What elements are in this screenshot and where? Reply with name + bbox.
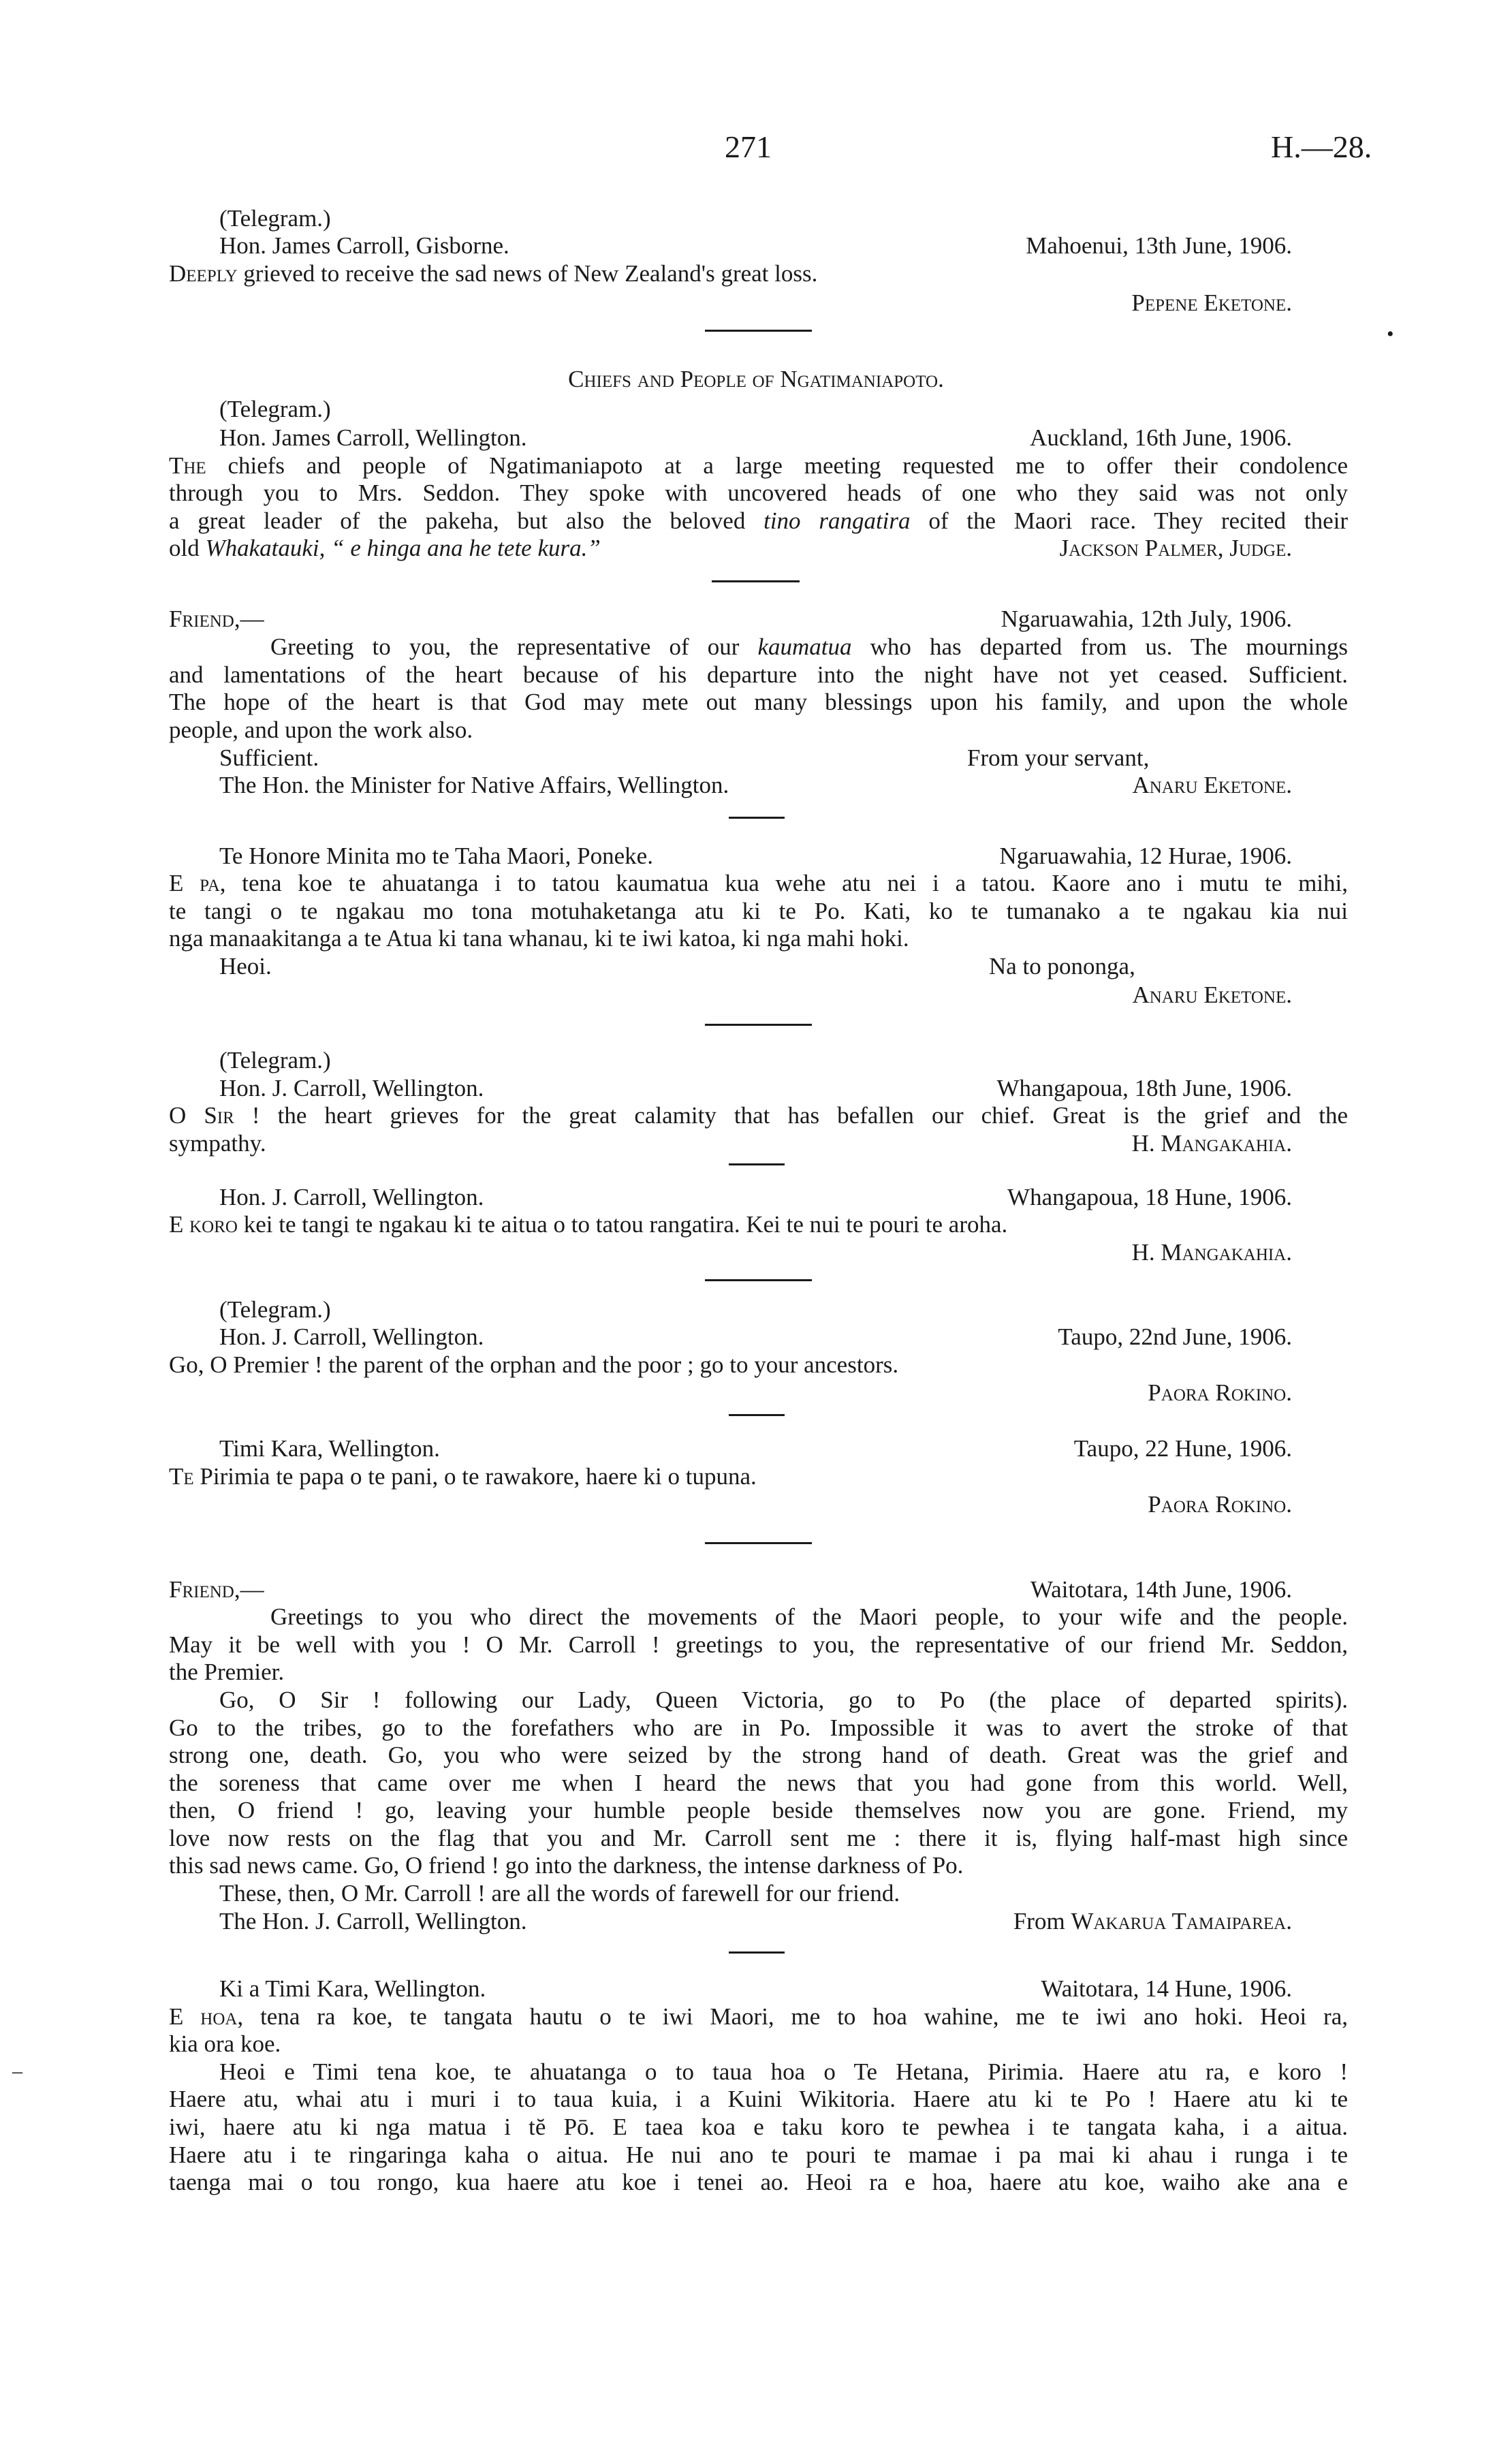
addressee: Timi Kara, Wellington. (219, 1435, 440, 1462)
message-line: love now rests on the flag that you and Mr. Carroll sent me : there it is, flying half-mast high since (169, 1825, 1348, 1851)
message-line: These, then, O Mr. Carroll ! are all the words of farewell for our friend. (219, 1880, 900, 1907)
telegram-label: (Telegram.) (219, 1047, 331, 1073)
signature: Paora Rokino. (1148, 1379, 1292, 1406)
page-number: 271 (725, 129, 772, 164)
message-line: E pa, tena koe te ahuatanga i to tatou kaumatua kua wehe atu nei i a tatou. Kaore ano i mutu te mihi, (169, 870, 1348, 896)
addressee: Ki a Timi Kara, Wellington. (219, 1975, 486, 2002)
scan-mark: • (1387, 323, 1394, 345)
message-line: sympathy. (169, 1130, 266, 1157)
message-line: and lamentations of the heart because of his departure into the night have not yet ceased. Sufficient. (169, 661, 1348, 688)
addressee: Hon. J. Carroll, Wellington. (219, 1075, 484, 1101)
message-line: strong one, death. Go, you who were seized by the strong hand of death. Great was the grief and (169, 1742, 1348, 1768)
message-line: then, O friend ! go, leaving your humble people beside themselves now you are gone. Friend, my (169, 1797, 1348, 1823)
separator-rule (729, 1414, 785, 1416)
signature: H. Mangakahia. (1131, 1130, 1292, 1157)
place-date: Mahoenui, 13th June, 1906. (1026, 232, 1292, 259)
section-heading: Chiefs and People of Ngatimaniapoto. (568, 366, 944, 392)
message-line: Go, O Premier ! the parent of the orphan and the poor ; go to your ancestors. (169, 1351, 899, 1378)
message-line: people, and upon the work also. (169, 717, 473, 743)
signature-line: From Wakarua Tamaiparea. (1013, 1908, 1292, 1934)
opening-word: E koro (169, 1211, 238, 1238)
place-date: Ngaruawahia, 12th July, 1906. (1001, 606, 1292, 632)
message-line: through you to Mrs. Seddon. They spoke with uncovered heads of one who they said was not only (169, 480, 1348, 506)
message-line: iwi, haere atu ki nga matua i tĕ Pō. E taea koa e taku koro te pewhea i te tangata kaha, i a aitua. (169, 2114, 1348, 2140)
message-line: kia ora koe. (169, 2031, 281, 2057)
document-reference: H.—28. (1271, 129, 1372, 164)
closing-right: From your servant, (967, 744, 1150, 771)
scan-mark: – (12, 2060, 22, 2082)
separator-rule (705, 330, 812, 332)
separator-rule (705, 1279, 812, 1281)
separator-rule (705, 1024, 812, 1026)
signature: H. Mangakahia. (1131, 1239, 1292, 1266)
telegram-label: (Telegram.) (219, 396, 331, 422)
addressee: Te Honore Minita mo te Taha Maori, Poneke. (219, 843, 653, 869)
message-line: Greeting to you, the representative of our kaumatua who has departed from us. The mournings (270, 633, 1349, 660)
message-line: The chiefs and people of Ngatimaniapoto at a large meeting requested me to offer their condolence (169, 452, 1348, 479)
separator-rule (705, 1542, 812, 1544)
separator-rule (712, 580, 800, 582)
place-date: Whangapoua, 18 Hune, 1906. (1007, 1184, 1292, 1210)
addressee: Hon. James Carroll, Gisborne. (219, 232, 509, 259)
signature: Pepene Eketone. (1131, 289, 1292, 316)
message-line: Go to the tribes, go to the forefathers who are in Po. Impossible it was to avert the stroke of that (169, 1714, 1348, 1741)
opening-word: The (169, 452, 206, 479)
signature: Anaru Eketone. (1132, 772, 1292, 798)
signature: Anaru Eketone. (1132, 982, 1292, 1008)
message-line: taenga mai o tou rongo, kua haere atu koe i tenei ao. Heoi ra e hoa, haere atu koe, waiho ake ana e (169, 2169, 1348, 2195)
message-line: E hoa, tena ra koe, te tangata hautu o te iwi Maori, me to hoa wahine, me te iwi ano hoki. Heoi ra, (169, 2003, 1348, 2030)
place-date: Taupo, 22nd June, 1906. (1058, 1323, 1292, 1350)
message-line: this sad news came. Go, O friend ! go into the darkness, the intense darkness of Po. (169, 1852, 964, 1879)
telegram-label: (Telegram.) (219, 205, 331, 232)
place-date: Whangapoua, 18th June, 1906. (996, 1075, 1292, 1101)
message-line: O Sir ! the heart grieves for the great calamity that has befallen our chief. Great is the grief and the (169, 1102, 1348, 1129)
place-date: Waitotara, 14th June, 1906. (1030, 1576, 1292, 1603)
place-date: Taupo, 22 Hune, 1906. (1073, 1435, 1292, 1462)
message-line: nga manaakitanga a te Atua ki tana whanau, ki te iwi katoa, ki nga mahi hoki. (169, 925, 909, 952)
message-line: the soreness that came over me when I heard the news that you had gone from this world. Well, (169, 1770, 1348, 1796)
message-line: te tangi o te ngakau mo tona motuhaketanga atu ki te Po. Kati, ko te tumanako a te ngakau kia nui (169, 898, 1348, 924)
opening-word: Te (169, 1463, 194, 1490)
addressee: The Hon. the Minister for Native Affairs, Wellington. (219, 772, 729, 798)
place-date: Waitotara, 14 Hune, 1906. (1041, 1975, 1292, 2002)
opening-word: O Sir (169, 1102, 234, 1129)
addressee: The Hon. J. Carroll, Wellington. (219, 1908, 527, 1934)
message-line: The hope of the heart is that God may mete out many blessings upon his family, and upon the whole (169, 689, 1348, 715)
salutation: Friend,— (169, 606, 264, 632)
message-line: the Premier. (169, 1659, 285, 1685)
separator-rule (729, 817, 785, 819)
telegram-label: (Telegram.) (219, 1296, 331, 1323)
message-line: May it be well with you ! O Mr. Carroll ! greetings to you, the representative of our friend Mr. Seddon, (169, 1631, 1348, 1658)
message-line: old Whakatauki, “ e hinga ana he tete kura.” (169, 535, 601, 561)
addressee: Hon. J. Carroll, Wellington. (219, 1323, 484, 1350)
signature: Wakarua Tamaiparea. (1071, 1908, 1292, 1934)
message-line: Deeply grieved to receive the sad news of New Zealand's great loss. (169, 260, 818, 287)
separator-rule (729, 1951, 785, 1954)
message-line: Te Pirimia te papa o te pani, o te rawakore, haere ki o tupuna. (169, 1463, 757, 1490)
closing: Sufficient. (219, 744, 319, 771)
separator-rule (729, 1163, 785, 1165)
message-line: a great leader of the pakeha, but also the beloved tino rangatira of the Maori race. They recited their (169, 507, 1349, 534)
addressee: Hon. J. Carroll, Wellington. (219, 1184, 484, 1210)
message-line: Go, O Sir ! following our Lady, Queen Victoria, go to Po (the place of departed spirits). (219, 1687, 1348, 1713)
closing-right: Na to pononga, (989, 953, 1135, 979)
salutation: Friend,— (169, 1576, 264, 1603)
closing: Heoi. (219, 953, 272, 979)
signature: Jackson Palmer, Judge. (1059, 535, 1292, 561)
place-date: Auckland, 16th June, 1906. (1030, 424, 1292, 451)
opening-word: Deeply (169, 260, 238, 287)
place-date: Ngaruawahia, 12 Hurae, 1906. (999, 843, 1292, 869)
message-line: E koro kei te tangi te ngakau ki te aitua o to tatou rangatira. Kei te nui te pouri te aroha. (169, 1211, 1008, 1238)
signature: Paora Rokino. (1148, 1491, 1292, 1518)
opening-word: E pa, (169, 870, 226, 896)
message-line: Heoi e Timi tena koe, te ahuatanga o to taua hoa o Te Hetana, Pirimia. Haere atu ra, e koro ! (219, 2058, 1348, 2085)
opening-word: E hoa, (169, 2003, 244, 2030)
message-line: Greetings to you who direct the movements of the Maori people, to your wife and the people. (270, 1603, 1348, 1630)
addressee: Hon. James Carroll, Wellington. (219, 424, 527, 451)
message-line: Haere atu, whai atu i muri i to taua kuia, i a Kuini Wikitoria. Haere atu ki te Po ! Haere atu ki te (169, 2086, 1348, 2112)
message-line: Haere atu i te ringaringa kaha o aitua. He nui ano te pouri te mamae i pa mai ki ahau i runga i te (169, 2142, 1348, 2168)
